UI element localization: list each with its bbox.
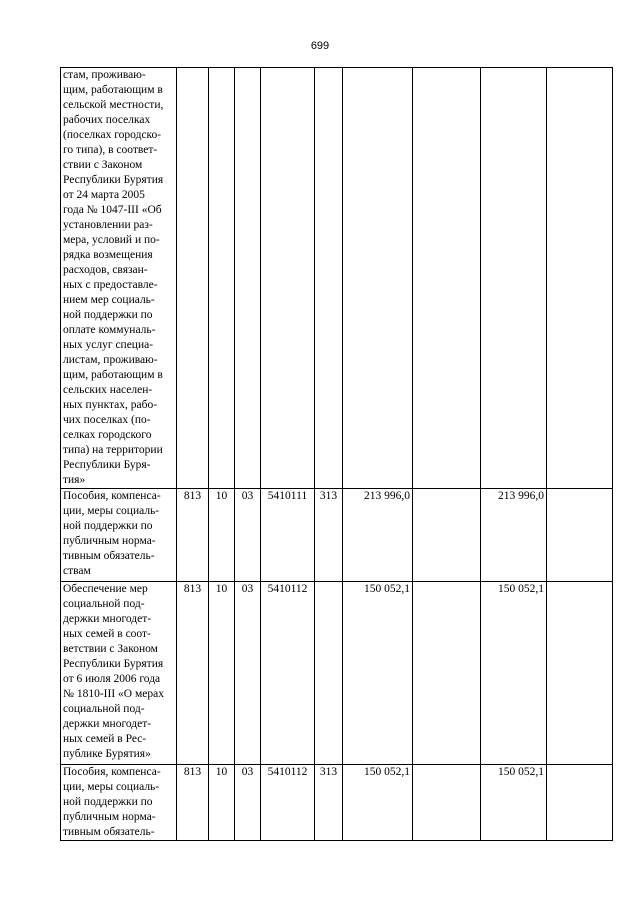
name-line: держки многодет- (63, 613, 152, 625)
name-line: публике Бурятия» (63, 748, 151, 760)
row-name-cell (61, 68, 177, 489)
name-line: ных с предоставле- (63, 279, 158, 291)
section-code-cell: 10 (209, 765, 235, 841)
target-article-cell: 5410111 (261, 489, 315, 582)
name-line: публичным норма- (63, 811, 156, 823)
name-line: тивным обязатель- (63, 550, 155, 562)
row-name-cell (61, 489, 177, 582)
name-line: держки многодет- (63, 718, 152, 730)
name-line: оплате коммуналь- (63, 324, 156, 336)
name-line: расходов, связан- (63, 264, 148, 276)
ministry-code-cell (177, 68, 209, 489)
empty-amount-cell (413, 582, 481, 765)
name-line: селках городского (63, 429, 152, 441)
name-line: № 1810-III «О мерах (63, 688, 164, 700)
name-line: мера, условий и по- (63, 234, 160, 246)
subsection-code-cell: 03 (235, 765, 261, 841)
name-line: щим, работающим в (63, 369, 163, 381)
amount-total-cell: 213 996,0 (481, 489, 547, 582)
name-line: ной поддержки по (63, 796, 153, 808)
target-article-cell (261, 68, 315, 489)
name-line: от 24 марта 2005 (63, 189, 145, 201)
name-line: сельских населен- (63, 384, 153, 396)
name-line: ных пунктах, рабо- (63, 399, 158, 411)
name-line: рядка возмещения (63, 249, 153, 261)
name-line: нием мер социаль- (63, 294, 155, 306)
ministry-code-cell: 813 (177, 582, 209, 765)
name-line: щим, работающим в (63, 84, 163, 96)
name-line: стам, проживаю- (63, 69, 146, 81)
expense-type-cell (315, 582, 343, 765)
table-row (61, 489, 613, 582)
name-line: от 6 июля 2006 года (63, 673, 161, 685)
name-line: типа) на территории (63, 444, 163, 456)
name-line: Обеспечение мер (63, 583, 148, 595)
name-line: ствии с Законом (63, 159, 143, 171)
name-line: социальной под- (63, 598, 145, 610)
name-line: го типа), в соответ- (63, 144, 158, 156)
empty-cell (547, 489, 613, 582)
name-line: ной поддержки по (63, 520, 153, 532)
name-line: Республики Бурятия (63, 174, 164, 186)
name-line: листам, проживаю- (63, 354, 158, 366)
name-line: социальной под- (63, 703, 145, 715)
amount-cell: 213 996,0 (343, 489, 413, 582)
section-code-cell (209, 68, 235, 489)
subsection-code-cell: 03 (235, 489, 261, 582)
amount-total-cell: 150 052,1 (481, 765, 547, 841)
expense-type-cell: 313 (315, 765, 343, 841)
name-line: тивным обязатель- (63, 826, 155, 838)
name-line: сельской местности, (63, 99, 164, 111)
name-line: ции, меры социаль- (63, 505, 160, 517)
name-line: ных семей в Рес- (63, 733, 147, 745)
name-line: Пособия, компенса- (63, 490, 161, 502)
empty-amount-cell (413, 68, 481, 489)
section-code-cell: 10 (209, 489, 235, 582)
subsection-code-cell: 03 (235, 582, 261, 765)
name-line: ции, меры социаль- (63, 781, 160, 793)
empty-amount-cell (413, 489, 481, 582)
name-line: ной поддержки по (63, 309, 153, 321)
name-line: тия» (63, 474, 86, 486)
name-line: Республики Бурятия (63, 658, 164, 670)
name-line: года № 1047-III «Об (63, 204, 162, 216)
name-line: (поселках городско- (63, 129, 162, 141)
name-line: установлении раз- (63, 219, 153, 231)
name-line: рабочих поселках (63, 114, 151, 126)
table-row (61, 765, 613, 841)
name-line: ных семей в соот- (63, 628, 151, 640)
empty-amount-cell (413, 765, 481, 841)
name-line: ствам (63, 565, 91, 577)
page-number: 699 (310, 40, 330, 52)
target-article-cell: 5410112 (261, 582, 315, 765)
amount-total-cell: 150 052,1 (481, 582, 547, 765)
name-line: Республики Буря- (63, 459, 151, 471)
empty-cell (547, 582, 613, 765)
row-name-cell (61, 582, 177, 765)
amount-cell (343, 68, 413, 489)
table-row (61, 68, 613, 489)
empty-cell (547, 765, 613, 841)
ministry-code-cell: 813 (177, 765, 209, 841)
name-line: ных услуг специа- (63, 339, 154, 351)
table-row (61, 582, 613, 765)
budget-table (60, 67, 613, 841)
expense-type-cell: 313 (315, 489, 343, 582)
subsection-code-cell (235, 68, 261, 489)
target-article-cell: 5410112 (261, 765, 315, 841)
amount-cell: 150 052,1 (343, 582, 413, 765)
name-line: чих поселках (по- (63, 414, 151, 426)
expense-type-cell (315, 68, 343, 489)
name-line: ветствии с Законом (63, 643, 158, 655)
name-line: публичным норма- (63, 535, 156, 547)
section-code-cell: 10 (209, 582, 235, 765)
row-name-cell (61, 765, 177, 841)
empty-cell (547, 68, 613, 489)
name-line: Пособия, компенса- (63, 766, 161, 778)
amount-cell: 150 052,1 (343, 765, 413, 841)
ministry-code-cell: 813 (177, 489, 209, 582)
amount-total-cell (481, 68, 547, 489)
